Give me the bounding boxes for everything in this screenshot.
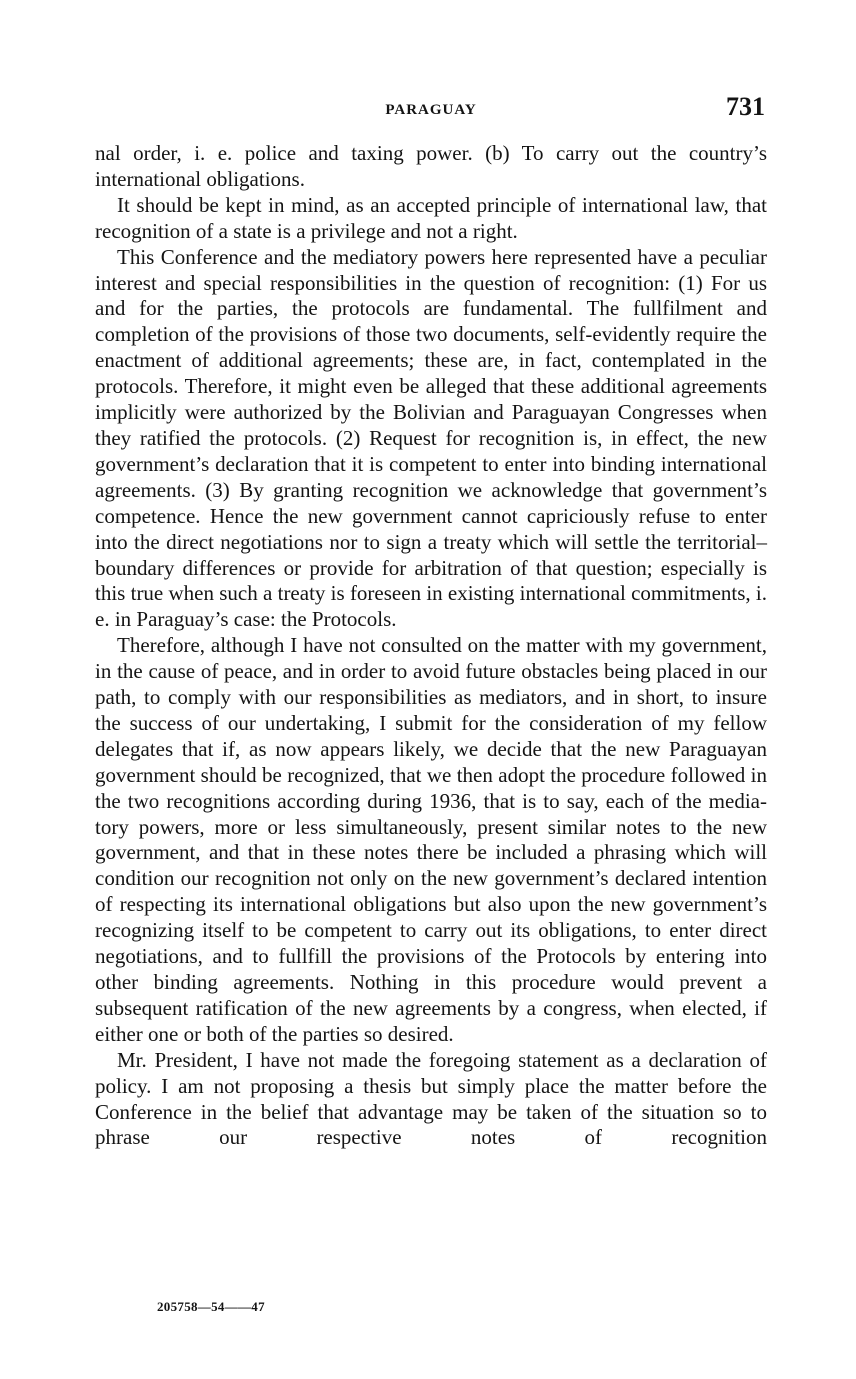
paragraph-conference-interest: This Conference and the mediatory powers here represented have a peculiar interest and special responsibilities in the question of recognition: (1) For us and for the parties, the protocols are fundamental. The fullfilment and completion of the provisions of those two documents, self-evidently require the enactment of additional agreements; these are, in fact, contemplated in the protocols. Therefore, it might even be alleged that these additional agreements implicitly were authorized by the Bolivian and Paraguayan Congresses when they ratified the protocols. (2) Request for recognition is, in effect, the new government’s declaration that it is competent to enter into binding international agreements. (3) By granting recognition we acknowledge that government’s competence. Hence the new government cannot capriciously refuse to enter into the direct negotiations nor to sign a treaty which will settle the territorial–boundary differences or provide for arbitration of that question; especially is this true when such a treaty is foreseen in existing international commitments, i. e. in Paraguay’s case: the Protocols. bbox=[95, 244, 767, 632]
paragraph-proposal: Therefore, although I have not consulted on the matter with my government, in the cause of peace, and in order to avoid future obstacles being placed in our path, to comply with our responsibilities as mediators, and in short, to insure the success of our undertaking, I submit for the consideration of my fellow delegates that if, as now appears likely, we decide that the new Paraguayan government should be recognized, that we then adopt the procedure followed in the two recognitions according during 1936, that is to say, each of the mediatory powers, more or less simultaneously, present similar notes to the new government, and that in these notes there be included a phrasing which will condition our recognition not only on the new government’s declared intention of respecting its international obligations but also upon the new government’s recognizing itself to be competent to carry out its obligations, to enter direct negotiations, and to fullfill the provisions of the Protocols by entering into other binding agreements. Nothing in this procedure would prevent a subsequent ratification of the new agreements by a congress, when elected, if either one or both of the parties so desired. bbox=[95, 633, 767, 1046]
paragraph-continuation: nal order, i. e. police and taxing power. (b) To carry out the country’s international obligations. bbox=[95, 141, 767, 191]
body-text bbox=[95, 141, 767, 1151]
running-title: PARAGUAY bbox=[385, 102, 477, 118]
page-number: 731 bbox=[726, 92, 765, 121]
paragraph-recognition-principle: It should be kept in mind, as an accepted principle of international law, that recognition of a state is a privilege and not a right. bbox=[95, 192, 767, 243]
paragraph-closing-statement: Mr. President, I have not made the foregoing statement as a declaration of policy. I am not proposing a thesis but simply place the matter before the Conference in the belief that advantage may be taken of the situation so to phrase our respective notes of recognition bbox=[95, 1047, 767, 1150]
running-header bbox=[95, 92, 767, 126]
print-code: 205758—54——47 bbox=[157, 1299, 265, 1314]
